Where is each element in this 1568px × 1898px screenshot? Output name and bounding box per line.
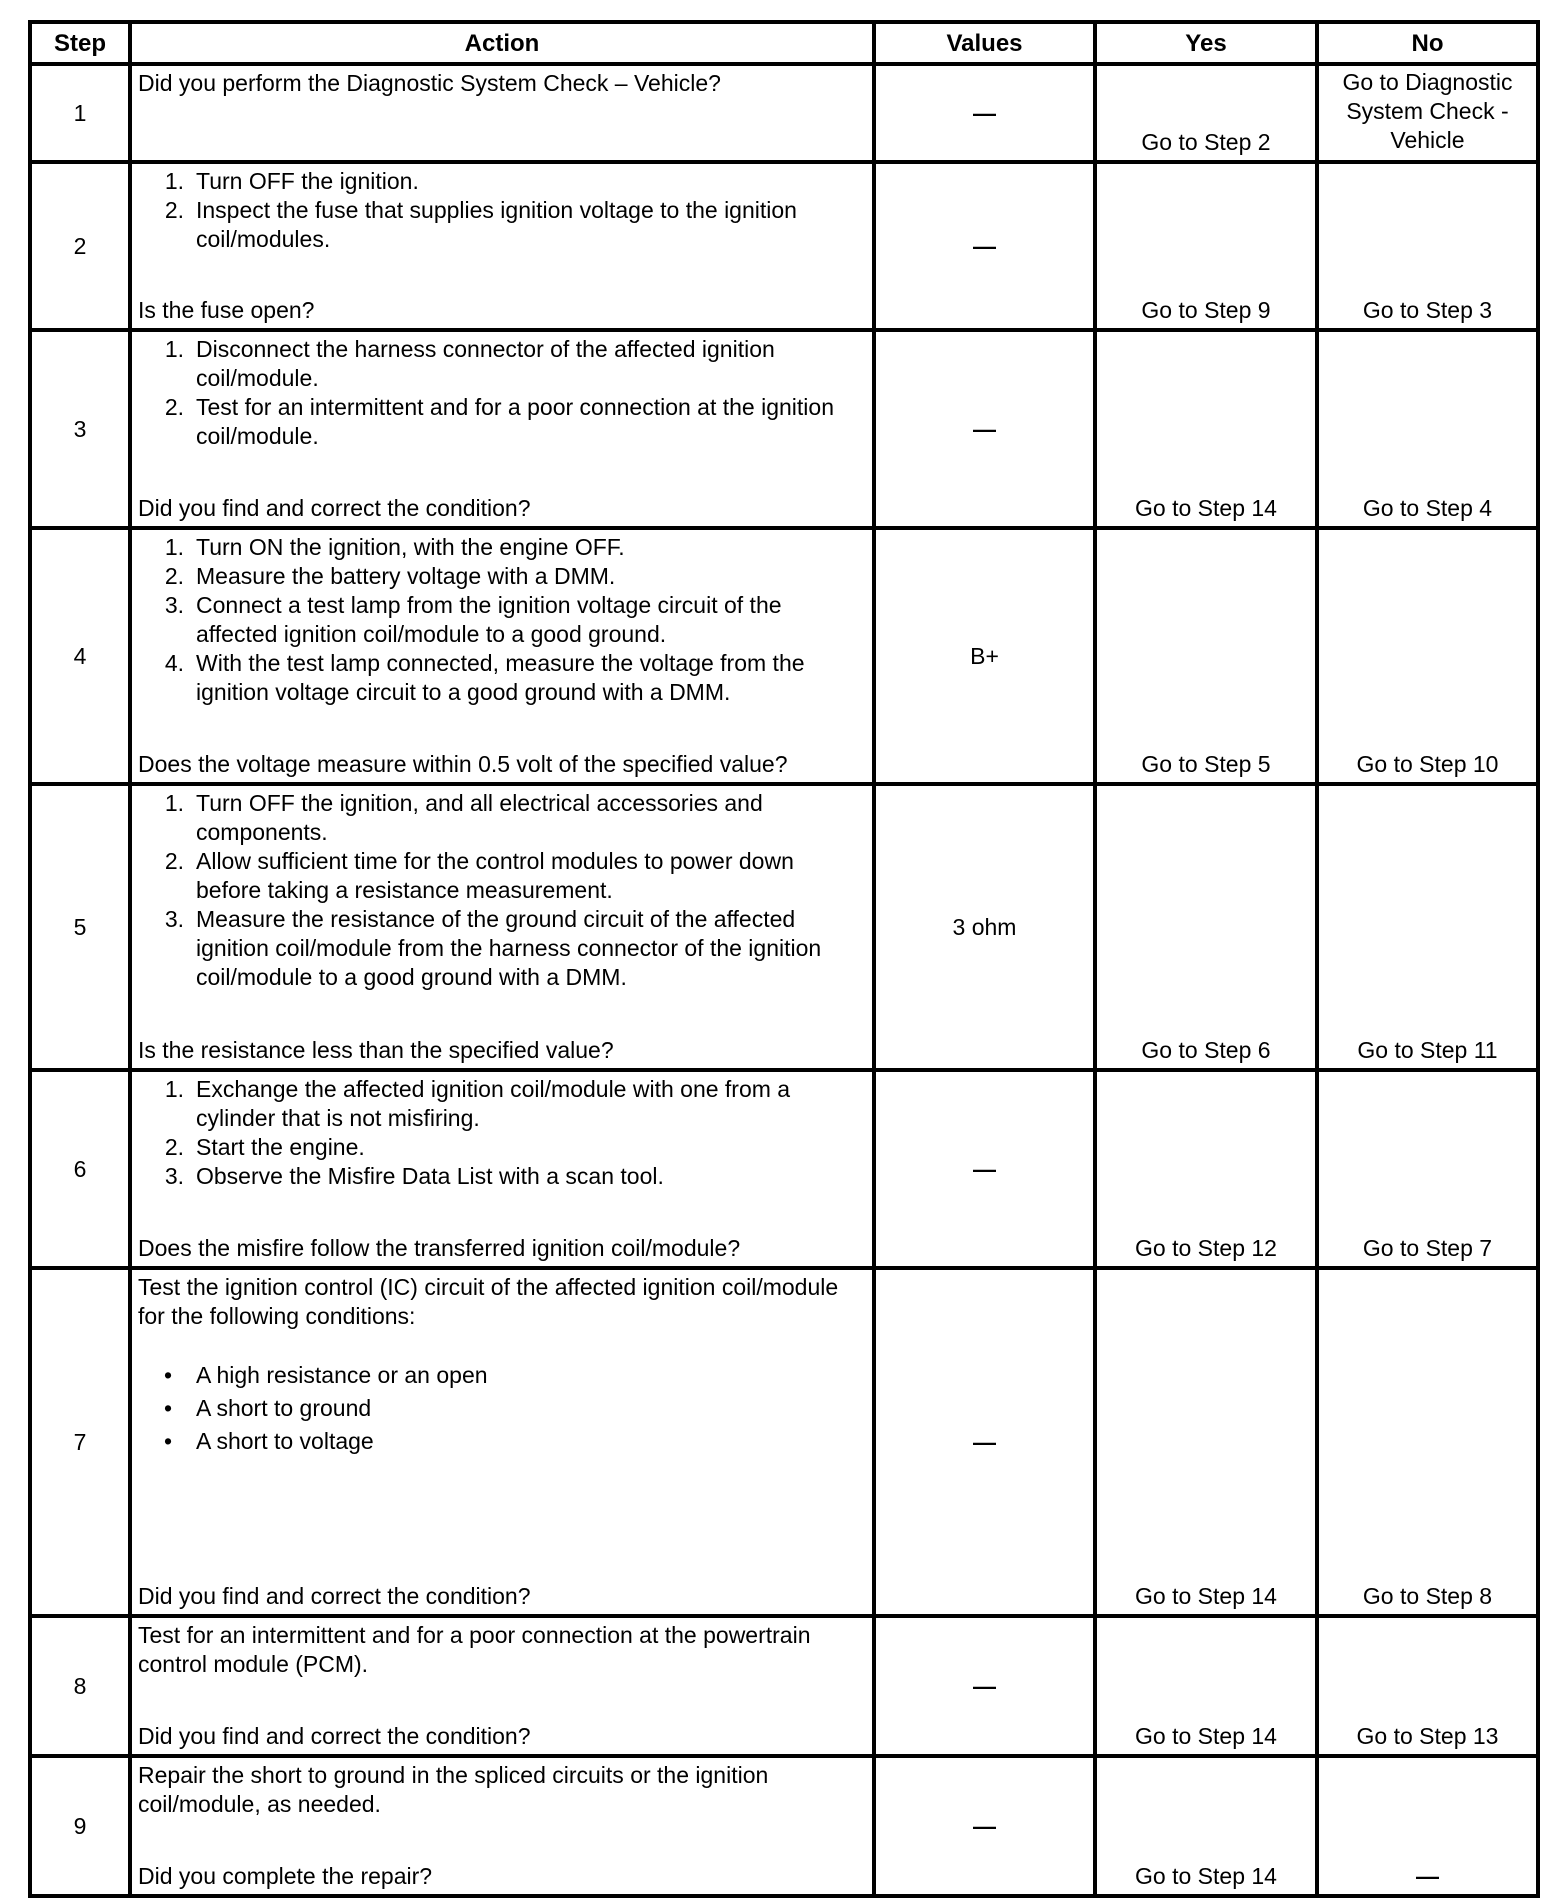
action-step [138, 1133, 864, 1162]
condition-list [138, 1359, 864, 1458]
value-cell: — [874, 1268, 1095, 1616]
step-number: 5 [30, 784, 130, 1070]
value-cell: — [874, 1070, 1095, 1268]
step-text: Turn OFF the ignition, and all electrical accessories and components. [196, 790, 763, 845]
action-steps [138, 167, 864, 254]
table-row [30, 1756, 1538, 1896]
action-steps [138, 1075, 864, 1191]
table-row [30, 330, 1538, 528]
table-row [30, 784, 1538, 1070]
step-text: Connect a test lamp from the ignition voltage circuit of the affected ignition coil/module to a good ground. [196, 592, 782, 647]
value-cell: — [874, 162, 1095, 330]
step-text: Test for an intermittent and for a poor connection at the ignition coil/module. [196, 394, 834, 449]
value-cell: B+ [874, 528, 1095, 784]
action-steps [138, 335, 864, 451]
diagnostic-table [28, 20, 1540, 1898]
step-index: 1. [164, 336, 184, 362]
action-body [138, 533, 864, 750]
action-question: Does the voltage measure within 0.5 volt of the specified value? [138, 751, 788, 777]
action-step [138, 562, 864, 591]
action-content [132, 530, 872, 782]
no-cell: Go to Step 4 [1317, 330, 1538, 528]
action-steps [138, 533, 864, 707]
step-index: 4. [164, 650, 184, 676]
action-cell [130, 1268, 874, 1616]
no-cell: Go to Step 10 [1317, 528, 1538, 784]
value-cell: — [874, 330, 1095, 528]
action-cell [130, 784, 874, 1070]
action-content [132, 1758, 872, 1894]
condition-item [138, 1425, 864, 1458]
step-text: Disconnect the harness connector of the affected ignition coil/module. [196, 336, 775, 391]
action-content [132, 66, 872, 160]
step-text: Turn OFF the ignition. [196, 168, 419, 194]
action-body [138, 1761, 864, 1862]
condition-text: A high resistance or an open [196, 1362, 488, 1388]
table-row [30, 1070, 1538, 1268]
step-text: Observe the Misfire Data List with a scan tool. [196, 1163, 664, 1189]
yes-cell: Go to Step 9 [1095, 162, 1317, 330]
action-steps [138, 789, 864, 992]
table-row [30, 64, 1538, 162]
step-text: Start the engine. [196, 1134, 365, 1160]
step-number: 8 [30, 1616, 130, 1756]
action-content [132, 1072, 872, 1266]
step-index: 3. [164, 906, 184, 932]
action-cell [130, 528, 874, 784]
action-body [138, 167, 864, 296]
action-content [132, 786, 872, 1068]
action-step [138, 335, 864, 393]
action-content [132, 1618, 872, 1754]
table-row [30, 528, 1538, 784]
step-index: 2. [164, 1134, 184, 1160]
step-text: Inspect the fuse that supplies ignition voltage to the ignition coil/modules. [196, 197, 797, 252]
action-body [138, 1273, 864, 1582]
step-number: 6 [30, 1070, 130, 1268]
yes-cell: Go to Step 14 [1095, 1616, 1317, 1756]
action-cell [130, 64, 874, 162]
action-question: Does the misfire follow the transferred ignition coil/module? [138, 1235, 741, 1261]
action-step [138, 1162, 864, 1191]
step-text: Turn ON the ignition, with the engine OFF. [196, 534, 625, 560]
action-step [138, 196, 864, 254]
step-number: 2 [30, 162, 130, 330]
action-step [138, 591, 864, 649]
step-index: 2. [164, 394, 184, 420]
step-number: 7 [30, 1268, 130, 1616]
step-number: 3 [30, 330, 130, 528]
value-cell: — [874, 64, 1095, 162]
bullet-icon: • [163, 1362, 172, 1388]
table-row [30, 1616, 1538, 1756]
no-cell: Go to Step 8 [1317, 1268, 1538, 1616]
step-index: 1. [164, 1076, 184, 1102]
no-cell: Go to Step 13 [1317, 1616, 1538, 1756]
action-step [138, 167, 864, 196]
step-index: 1. [164, 534, 184, 560]
step-text: With the test lamp connected, measure the voltage from the ignition voltage circuit to a good ground with a DMM. [196, 650, 805, 705]
yes-cell: Go to Step 6 [1095, 784, 1317, 1070]
action-step [138, 1075, 864, 1133]
yes-cell: Go to Step 2 [1095, 64, 1317, 162]
table-row [30, 162, 1538, 330]
value-cell: — [874, 1756, 1095, 1896]
action-step [138, 533, 864, 562]
action-intro: Test for an intermittent and for a poor connection at the powertrain control module (PCM). [138, 1622, 811, 1677]
action-question: Did you find and correct the condition? [138, 495, 531, 521]
step-index: 2. [164, 848, 184, 874]
condition-item [138, 1359, 864, 1392]
action-content [132, 332, 872, 526]
action-question: Did you complete the repair? [138, 1863, 433, 1889]
action-question: Is the resistance less than the specified value? [138, 1037, 614, 1063]
condition-text: A short to ground [196, 1395, 372, 1421]
action-cell [130, 330, 874, 528]
header-values: Values [874, 22, 1095, 64]
action-intro: Did you perform the Diagnostic System Check – Vehicle? [138, 70, 721, 96]
action-body [138, 1621, 864, 1722]
condition-item [138, 1392, 864, 1425]
action-content [132, 1270, 872, 1614]
header-no: No [1317, 22, 1538, 64]
step-number: 1 [30, 64, 130, 162]
action-step [138, 905, 864, 992]
yes-cell: Go to Step 14 [1095, 1268, 1317, 1616]
action-intro: Repair the short to ground in the spliced circuits or the ignition coil/module, as needed. [138, 1762, 769, 1817]
action-body [138, 1075, 864, 1234]
action-step [138, 649, 864, 707]
value-cell: 3 ohm [874, 784, 1095, 1070]
step-index: 3. [164, 592, 184, 618]
action-cell [130, 1616, 874, 1756]
step-index: 1. [164, 790, 184, 816]
action-content [132, 164, 872, 328]
step-index: 2. [164, 563, 184, 589]
action-question: Did you find and correct the condition? [138, 1583, 531, 1609]
bullet-icon: • [163, 1428, 172, 1454]
header-yes: Yes [1095, 22, 1317, 64]
action-body [138, 335, 864, 494]
step-index: 3. [164, 1163, 184, 1189]
action-question: Is the fuse open? [138, 297, 315, 323]
header-action: Action [130, 22, 874, 64]
step-text: Measure the battery voltage with a DMM. [196, 563, 616, 589]
action-cell [130, 1070, 874, 1268]
step-number: 9 [30, 1756, 130, 1896]
action-step [138, 847, 864, 905]
action-body [138, 69, 864, 157]
action-body [138, 789, 864, 1036]
condition-text: A short to voltage [196, 1428, 374, 1454]
action-intro: Test the ignition control (IC) circuit of the affected ignition coil/module for the following conditions: [138, 1274, 839, 1329]
yes-cell: Go to Step 12 [1095, 1070, 1317, 1268]
yes-cell: Go to Step 14 [1095, 330, 1317, 528]
action-cell [130, 1756, 874, 1896]
step-number: 4 [30, 528, 130, 784]
action-step [138, 393, 864, 451]
no-cell: Go to Step 3 [1317, 162, 1538, 330]
step-text: Exchange the affected ignition coil/module with one from a cylinder that is not misfiring. [196, 1076, 791, 1131]
no-cell: Go to Diagnostic System Check - Vehicle [1317, 64, 1538, 162]
value-cell: — [874, 1616, 1095, 1756]
action-cell [130, 162, 874, 330]
table-row [30, 1268, 1538, 1616]
no-cell: — [1317, 1756, 1538, 1896]
step-index: 1. [164, 168, 184, 194]
bullet-icon: • [163, 1395, 172, 1421]
action-question: Did you find and correct the condition? [138, 1723, 531, 1749]
yes-cell: Go to Step 14 [1095, 1756, 1317, 1896]
header-step: Step [30, 22, 130, 64]
step-index: 2. [164, 197, 184, 223]
header-row [30, 22, 1538, 64]
step-text: Allow sufficient time for the control modules to power down before taking a resistance measurement. [196, 848, 794, 903]
action-step [138, 789, 864, 847]
no-cell: Go to Step 11 [1317, 784, 1538, 1070]
step-text: Measure the resistance of the ground circuit of the affected ignition coil/module from the harness connector of the ignition coil/module to a good ground with a DMM. [196, 906, 822, 990]
no-cell: Go to Step 7 [1317, 1070, 1538, 1268]
yes-cell: Go to Step 5 [1095, 528, 1317, 784]
